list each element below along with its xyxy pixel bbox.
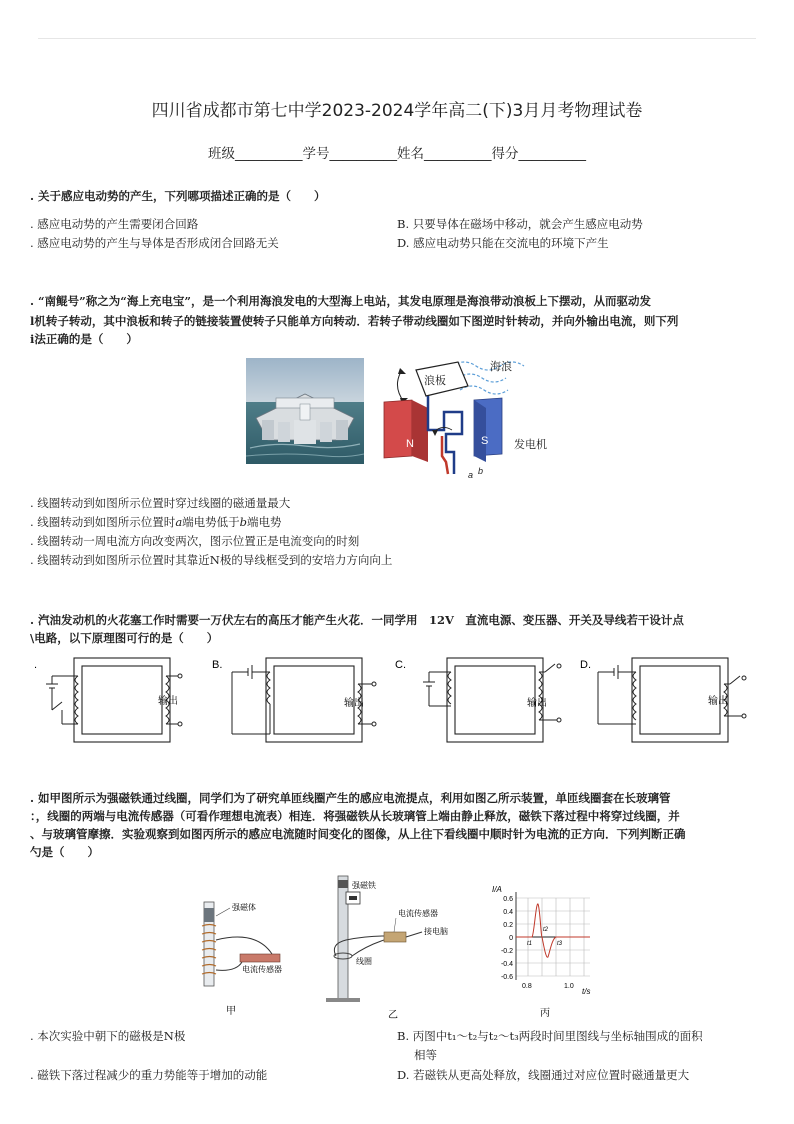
- generator-diagram: [382, 352, 562, 480]
- yi-sensor-label: 电流传感器: [398, 909, 438, 918]
- bing-ylabel: I/A: [492, 885, 502, 894]
- q4-stem-line2: ：，线圈的两端与电流传感器（可看作理想电流表）相连．将强磁铁从长玻璃管上端由静止释放，磁铁下落过程中将穿过线圈，并: [30, 809, 680, 823]
- q2-stem-line1: . “南鲲号”称之为“海上充电宝”，是一个利用海浪发电的大型海上电站，其发电原理是海浪带动浪板上下摆动，从而驱动发: [30, 294, 651, 308]
- swing-arrow: [397, 370, 404, 402]
- time-marker-label: t3: [557, 941, 563, 947]
- n-label: N: [406, 438, 414, 450]
- strong-magnet: [204, 908, 214, 922]
- y-tick-label: 0.2: [503, 922, 513, 929]
- yi-sensor: [384, 932, 406, 942]
- figure-bing-graph: [490, 884, 600, 1024]
- q2-option-b-a: a: [175, 515, 183, 529]
- circuit-b-output: 输出: [344, 698, 364, 709]
- terminal-a-label: a: [468, 470, 474, 480]
- wave-line: [460, 386, 508, 394]
- q1-option-a[interactable]: . 感应电动势的产生需要闭合回路: [30, 217, 199, 231]
- class-label: 班级: [208, 146, 235, 162]
- class-blank[interactable]: __________: [235, 146, 303, 162]
- current-time-plot: [501, 892, 590, 990]
- circuit-d-output: 输出: [708, 696, 728, 707]
- q4-option-b-line2[interactable]: 相等: [414, 1048, 437, 1062]
- y-tick-label: -0.4: [500, 961, 513, 968]
- figure-jia: [196, 880, 306, 1020]
- q1-option-c[interactable]: . 感应电动势的产生与导体是否形成闭合回路无关: [30, 236, 279, 250]
- circuit-c-output: 输出: [527, 698, 547, 709]
- q2-option-d[interactable]: . 线圈转动到如图所示位置时其靠近N极的导线框受到的安培力方向向上: [30, 553, 393, 567]
- time-marker-label: t1: [527, 941, 533, 947]
- name-label: 姓名: [397, 146, 424, 162]
- q2-option-b-mid: 端电势低于: [182, 515, 240, 529]
- x-tick-label: 1.0: [564, 983, 574, 990]
- q2-option-b-text: . 线圈转动到如图所示位置时: [30, 515, 176, 529]
- wave-line: [452, 362, 524, 370]
- q2-option-c[interactable]: . 线圈转动一周电流方向改变两次，图示位置正是电流变向的时刻: [30, 534, 360, 548]
- y-tick-label: -0.6: [500, 974, 513, 981]
- q2-option-b-b: b: [239, 515, 248, 529]
- yi-caption: 乙: [388, 1010, 398, 1021]
- induced-current-curve: [516, 904, 590, 957]
- q1-option-d[interactable]: D. 感应电动势只能在交流电的环境下产生: [397, 236, 609, 250]
- q4-stem-line1: . 如甲图所示为强磁铁通过线圈，同学们为了研究单匝线圈产生的感应电流提点，利用如图乙所示装置，单匝线圈套在长玻璃管: [30, 791, 671, 805]
- circuit-a-label: .: [34, 659, 38, 671]
- q2-stem-line2: l机转子转动，其中浪板和转子的链接装置使转子只能单方向转动．若转子带动线圈如下图逆时针转动，并向外输出电流，则下列: [30, 314, 679, 328]
- y-tick-label: -0.2: [500, 948, 513, 955]
- score-label: 得分: [491, 146, 519, 162]
- circuit-d-label: D.: [580, 659, 591, 671]
- student-info-line: [0, 142, 794, 162]
- current-sensor: [240, 954, 280, 962]
- q1-option-b[interactable]: B. 只要导体在磁场中移动，就会产生感应电动势: [397, 217, 643, 231]
- number-blank[interactable]: __________: [329, 146, 397, 162]
- jia-magnet-label: 强磁体: [232, 903, 256, 912]
- q4-option-c[interactable]: . 磁铁下落过程减少的重力势能等于增加的动能: [30, 1068, 268, 1082]
- circuit-option-c[interactable]: [395, 650, 565, 746]
- board-label: 浪板: [424, 375, 446, 387]
- name-blank[interactable]: __________: [424, 146, 492, 162]
- header-rule: [38, 38, 756, 39]
- q2-stem-line3: i法正确的是（ ）: [30, 332, 138, 346]
- q4-option-b-line1[interactable]: B. 丙图中t₁～t₂与t₂～t₃两段时间里图线与坐标轴围成的面积: [397, 1029, 703, 1043]
- circuit-option-d[interactable]: [580, 650, 750, 746]
- page-title: 四川省成都市第七中学2023-2024学年高二(下)3月月考物理试卷: [151, 101, 643, 121]
- bing-xlabel: t/s: [582, 987, 591, 996]
- circuit-option-b[interactable]: [212, 650, 382, 746]
- q3-stem-line1: . 汽油发动机的火花塞工作时需要一万伏左右的高压才能产生火花．一同学用 12V 直流电源、变压器、开关及导线若干设计点: [30, 613, 684, 627]
- terminal-b-label: b: [478, 466, 484, 476]
- q2-option-b[interactable]: [30, 513, 282, 532]
- circuit-a-output: 输出: [158, 696, 178, 707]
- circuit-c-label: C.: [395, 659, 406, 671]
- bing-caption: 丙: [540, 1008, 550, 1019]
- figure-yi: [326, 874, 476, 1022]
- number-label: 学号: [302, 146, 330, 162]
- q4-option-a[interactable]: . 本次实验中朝下的磁极是N极: [30, 1029, 186, 1043]
- nanKun-platform-photo: [246, 358, 364, 464]
- q4-option-d[interactable]: D. 若磁铁从更高处释放，线圈通过对应位置时磁通量更大: [397, 1068, 690, 1082]
- yi-magnet: [338, 880, 348, 888]
- y-tick-label: 0.4: [503, 909, 513, 916]
- yi-magnet-label: 强磁铁: [352, 881, 376, 890]
- y-tick-label: 0: [509, 935, 513, 942]
- q2-option-a[interactable]: . 线圈转动到如图所示位置时穿过线圈的磁通量最大: [30, 496, 291, 510]
- yi-coil-label: 线圈: [356, 957, 372, 966]
- wave-label: 海浪: [490, 361, 512, 373]
- score-blank[interactable]: __________: [518, 146, 586, 162]
- y-tick-label: 0.6: [503, 896, 513, 903]
- q4-stem-line3: 、与玻璃管摩擦．实验观察到如图丙所示的感应电流随时间变化的图像，从上往下看线圈中顺时针为电流的正方向．下列判断正确: [30, 827, 686, 841]
- circuit-b-label: B.: [212, 659, 223, 671]
- s-label: S: [481, 435, 489, 447]
- q1-stem: . 关于感应电动势的产生，下列哪项描述正确的是（ ）: [30, 189, 326, 203]
- yi-terminal-label: 接电脑: [424, 927, 448, 936]
- x-tick-label: 0.8: [522, 983, 532, 990]
- q4-stem-line4: 勺是（ ）: [30, 845, 99, 859]
- jia-sensor-label: 电流传感器: [242, 965, 282, 974]
- generator-label: 发电机: [514, 439, 547, 451]
- jia-caption: 甲: [226, 1006, 236, 1017]
- circuit-option-a[interactable]: [30, 650, 190, 746]
- q3-stem-line2: \电路，以下原理图可行的是（ ）: [30, 631, 219, 645]
- q2-option-b-end: 端电势: [247, 515, 282, 529]
- time-marker-label: t2: [543, 927, 549, 933]
